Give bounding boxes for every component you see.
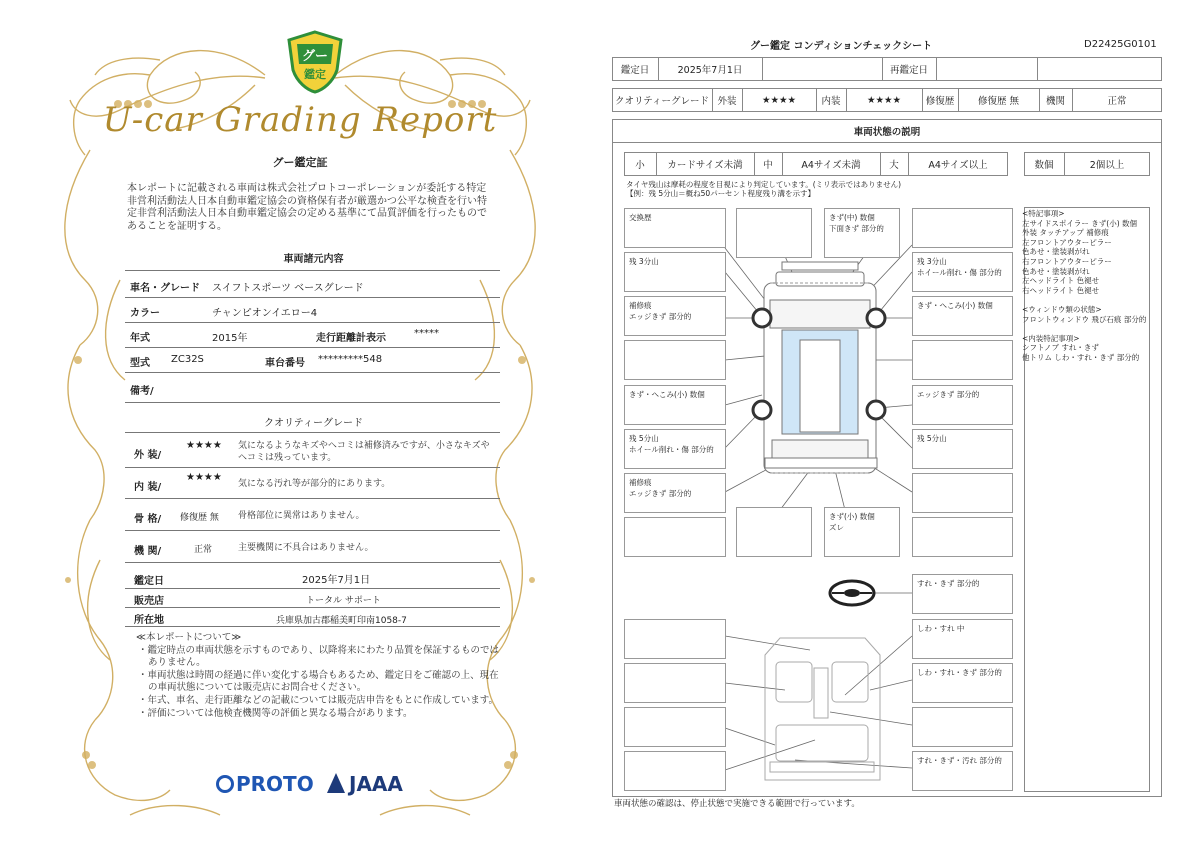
size-medium-label: 中 xyxy=(763,160,773,171)
interior-label: 内 装/ xyxy=(134,482,162,493)
remark-line: 色あせ・塗装剥がれ xyxy=(1022,266,1090,276)
divider xyxy=(125,607,500,608)
engine-value: 正常 xyxy=(1107,96,1127,107)
condition-pane xyxy=(736,208,812,258)
date-value: 2025年7月1日 xyxy=(677,65,743,76)
interior-pane xyxy=(912,574,1013,614)
engine-label: 機 関/ xyxy=(134,546,162,557)
size-medium-value: A4サイズ未満 xyxy=(801,160,861,171)
report-notice xyxy=(136,632,500,720)
frame-value: 修復歴 無 xyxy=(180,513,219,523)
interior-pane xyxy=(912,619,1013,659)
divider xyxy=(125,297,500,298)
count-value: 2個以上 xyxy=(1089,160,1125,171)
remark-line: 右ヘッドライト 色褪せ xyxy=(1022,285,1100,295)
condition-pane xyxy=(824,507,900,557)
location-value: 兵庫県加古郡稲美町印南1058-7 xyxy=(276,616,407,626)
pane-text: エッジきず 部分的 xyxy=(629,489,692,498)
interior-pane xyxy=(624,663,726,703)
special-remarks xyxy=(1022,209,1152,363)
condition-pane xyxy=(624,517,726,557)
remark-line: シフトノブ すれ・きず xyxy=(1022,343,1099,353)
tire-note: タイヤ残山は摩耗の程度を目視により判定しています。(ミリ表示ではありません) xyxy=(626,180,902,189)
pane-text: 下面きず 部分的 xyxy=(829,224,884,233)
interior-pane xyxy=(912,751,1013,791)
car-name-label: 車名・グレード xyxy=(130,283,200,294)
sheet-code: D22425G0101 xyxy=(1084,39,1157,50)
divider xyxy=(125,530,500,531)
quality-section-title: クオリティーグレード xyxy=(264,418,363,429)
jaaa-mark-icon xyxy=(327,773,345,793)
pane-text: 補修痕 xyxy=(629,301,652,310)
condition-pane xyxy=(624,208,726,248)
pane-text: きず(中) 数個 xyxy=(829,213,875,222)
remark-line: 色あせ・塗装剥がれ xyxy=(1022,247,1090,257)
proto-mark-icon xyxy=(216,775,234,793)
condition-pane xyxy=(912,296,1013,336)
grading-date-value: 2025年7月1日 xyxy=(302,575,371,586)
interior-stars: ★★★★ xyxy=(186,472,222,483)
steering-wheel-icon xyxy=(830,581,874,605)
remark-line: 右フロントアウターピラー xyxy=(1022,256,1112,266)
quality-grade-label: クオリティーグレード xyxy=(614,96,710,107)
pane-text: しわ・すれ・きず 部分的 xyxy=(917,668,1002,677)
notice-item: ・年式、車名、走行距離などの記載については販売店申告をもとに作成しています。 xyxy=(138,694,499,706)
badge-line2: 鑑定 xyxy=(304,68,326,81)
interior-pane xyxy=(624,619,726,659)
interior-pane xyxy=(624,751,726,791)
year-label: 年式 xyxy=(130,333,150,344)
notice-item: ・車両状態は時間の経過に伴い変化する場合もあるため、鑑定日をご確認の上、現在の車両状態については販売店にお問合せください。 xyxy=(138,669,499,694)
color-label: カラー xyxy=(130,308,160,319)
spec-section-title: 車両諸元内容 xyxy=(283,254,344,265)
pane-text: ズレ xyxy=(829,523,844,532)
mileage-value: ***** xyxy=(414,328,439,339)
divider xyxy=(125,270,500,271)
exterior-description: 気になるようなキズやヘコミは補修済みですが、小さなキズやヘコミは残っています。 xyxy=(238,441,490,463)
condition-pane xyxy=(824,208,900,258)
condition-pane xyxy=(912,517,1013,557)
dealer-label: 販売店 xyxy=(134,596,164,607)
divider xyxy=(125,322,500,323)
notice-item: ・鑑定時点の車両状態を示すものであり、以降将来にわたり品質を保証するものではありません。 xyxy=(138,644,500,669)
pane-text: きず(小) 数個 xyxy=(829,512,875,521)
engine-description: 主要機関に不具合はありません。 xyxy=(238,543,374,553)
condition-pane xyxy=(624,296,726,336)
remark-line: 左サイドスポイラー きず(小) 数個 xyxy=(1022,218,1138,228)
exterior-label: 外装 xyxy=(717,96,737,107)
remark-line: 左ヘッドライト 色褪せ xyxy=(1022,276,1100,286)
condition-pane xyxy=(912,252,1013,292)
size-small-label: 小 xyxy=(635,160,645,171)
pane-text: 補修痕 xyxy=(629,478,652,487)
frame-description: 骨格部位に異常はありません。 xyxy=(238,511,365,521)
pane-text: しわ・すれ 中 xyxy=(917,624,965,633)
repair-history-label: 修復歴 xyxy=(925,96,955,107)
pane-text: ホイール削れ・傷 部分的 xyxy=(917,268,1002,277)
model-value: ZC32S xyxy=(171,354,204,365)
interior-pane xyxy=(624,707,726,747)
divider xyxy=(125,626,500,627)
condition-pane xyxy=(912,340,1013,380)
remark-line: <内装特記事項> xyxy=(1022,333,1080,343)
remarks-label: 備考/ xyxy=(130,386,154,397)
pane-text: 交換歴 xyxy=(629,213,652,222)
report-script-title: U-car Grading Report xyxy=(102,100,498,140)
divider xyxy=(125,347,500,348)
remark-line: フロントウィンドウ 飛び石痕 部分的 xyxy=(1022,314,1147,324)
frame-label: 骨 格/ xyxy=(134,514,162,525)
pane-text: 残 5分山 xyxy=(629,434,659,443)
engine-label: 機関 xyxy=(1045,96,1065,107)
jaaa-logo-text: JAAA xyxy=(349,772,403,796)
size-small-value: カードサイズ未満 xyxy=(667,160,743,171)
condition-pane xyxy=(624,340,726,380)
certificate-intro: 本レポートに記載される車両は株式会社プロトコーポレーションが委託する特定非営利活動法人日本自動車鑑定協会の資格保有者が厳選かつ公平な検査を行い特定非営利活動法人日本自動車鑑定協会の定める基準にて品質評価を行ったものであることを証明する。 xyxy=(127,183,487,232)
regrade-date-label: 再鑑定日 xyxy=(889,65,928,76)
interior-pane xyxy=(912,707,1013,747)
model-label: 型式 xyxy=(130,358,150,369)
interior-diagram xyxy=(765,638,880,780)
condition-pane xyxy=(912,473,1013,513)
interior-description: 気になる汚れ等が部分的にあります。 xyxy=(238,479,391,489)
pane-text: きず・へこみ(小) 数個 xyxy=(629,390,705,399)
divider xyxy=(125,588,500,589)
chassis-value: *********548 xyxy=(318,354,383,365)
condition-pane xyxy=(624,385,726,425)
color-value: チャンピオンイエロー4 xyxy=(212,308,318,319)
sheet-footer-note: 車両状態の確認は、停止状態で実施できる範囲で行っています。 xyxy=(614,799,860,809)
certificate-heading: グー鑑定証 xyxy=(272,156,328,169)
date-label: 鑑定日 xyxy=(620,65,650,76)
location-label: 所在地 xyxy=(134,615,164,626)
jaaa-logo xyxy=(327,772,403,796)
tire-example: 【例：残 5分山＝概ね50パーセント程度残り溝を示す】 xyxy=(626,189,816,198)
condition-pane xyxy=(624,473,726,513)
divider xyxy=(125,498,500,499)
exterior-stars: ★★★★ xyxy=(761,94,797,106)
exterior-stars: ★★★★ xyxy=(186,440,222,451)
interior-pane xyxy=(912,663,1013,703)
divider xyxy=(125,467,500,468)
interior-stars: ★★★★ xyxy=(866,94,902,106)
car-name-value: スイフトスポーツ ベースグレード xyxy=(212,283,364,294)
pane-text: 残 3分山 xyxy=(629,257,659,266)
remark-line: 外装 タッチアップ 補修痕 xyxy=(1022,228,1109,238)
pane-text: 残 5分山 xyxy=(917,434,947,443)
pane-text: きず・へこみ(小) 数個 xyxy=(917,301,993,310)
remark-line xyxy=(1022,324,1152,334)
condition-pane xyxy=(912,208,1013,248)
pane-text: エッジきず 部分的 xyxy=(629,312,692,321)
notice-title: ≪本レポートについて≫ xyxy=(136,632,242,643)
divider xyxy=(125,402,500,403)
size-large-value: A4サイズ以上 xyxy=(928,160,988,171)
badge-line1: グー xyxy=(301,49,329,64)
pane-text: ホイール削れ・傷 部分的 xyxy=(629,445,714,454)
remark-line: 他トリム しわ・すれ・きず 部分的 xyxy=(1022,352,1140,362)
divider xyxy=(125,562,500,563)
mileage-label: 走行距離計表示 xyxy=(316,333,386,344)
exterior-label: 外 装/ xyxy=(134,450,162,461)
pane-text: 残 3分山 xyxy=(917,257,947,266)
pane-text: エッジきず 部分的 xyxy=(917,390,980,399)
interior-label: 内装 xyxy=(821,96,841,107)
repair-history-value: 修復歴 無 xyxy=(977,96,1020,107)
sheet-title: グー鑑定 コンディションチェックシート xyxy=(750,41,933,52)
proto-logo-text: PROTO xyxy=(236,772,314,796)
condition-section-title: 車両状態の説明 xyxy=(612,119,1162,143)
divider xyxy=(125,432,500,433)
dealer-value: トータル サポート xyxy=(306,596,381,606)
goo-kantei-badge-icon xyxy=(287,30,343,94)
chassis-label: 車台番号 xyxy=(265,358,305,369)
condition-pane xyxy=(624,252,726,292)
pane-text: すれ・きず・汚れ 部分的 xyxy=(917,756,1002,765)
count-label: 数個 xyxy=(1034,160,1054,171)
engine-value: 正常 xyxy=(194,545,213,555)
remark-line xyxy=(1022,295,1152,305)
proto-logo xyxy=(216,772,314,796)
notice-item: ・評価については他検査機関等の評価と異なる場合があります。 xyxy=(138,707,413,719)
condition-pane xyxy=(912,385,1013,425)
divider xyxy=(125,372,500,373)
remark-line: <ウィンドウ類の状態> xyxy=(1022,304,1102,314)
car-top-view xyxy=(764,262,877,473)
condition-check-sheet xyxy=(600,0,1200,848)
size-large-label: 大 xyxy=(889,160,899,171)
condition-pane xyxy=(624,429,726,469)
year-value: 2015年 xyxy=(212,333,248,344)
condition-pane xyxy=(912,429,1013,469)
pane-text: すれ・きず 部分的 xyxy=(917,579,980,588)
remark-line: 左フロントアウターピラー xyxy=(1022,237,1112,247)
grading-date-label: 鑑定日 xyxy=(134,576,164,587)
condition-pane xyxy=(736,507,812,557)
remark-line: <特記事項> xyxy=(1022,209,1065,218)
